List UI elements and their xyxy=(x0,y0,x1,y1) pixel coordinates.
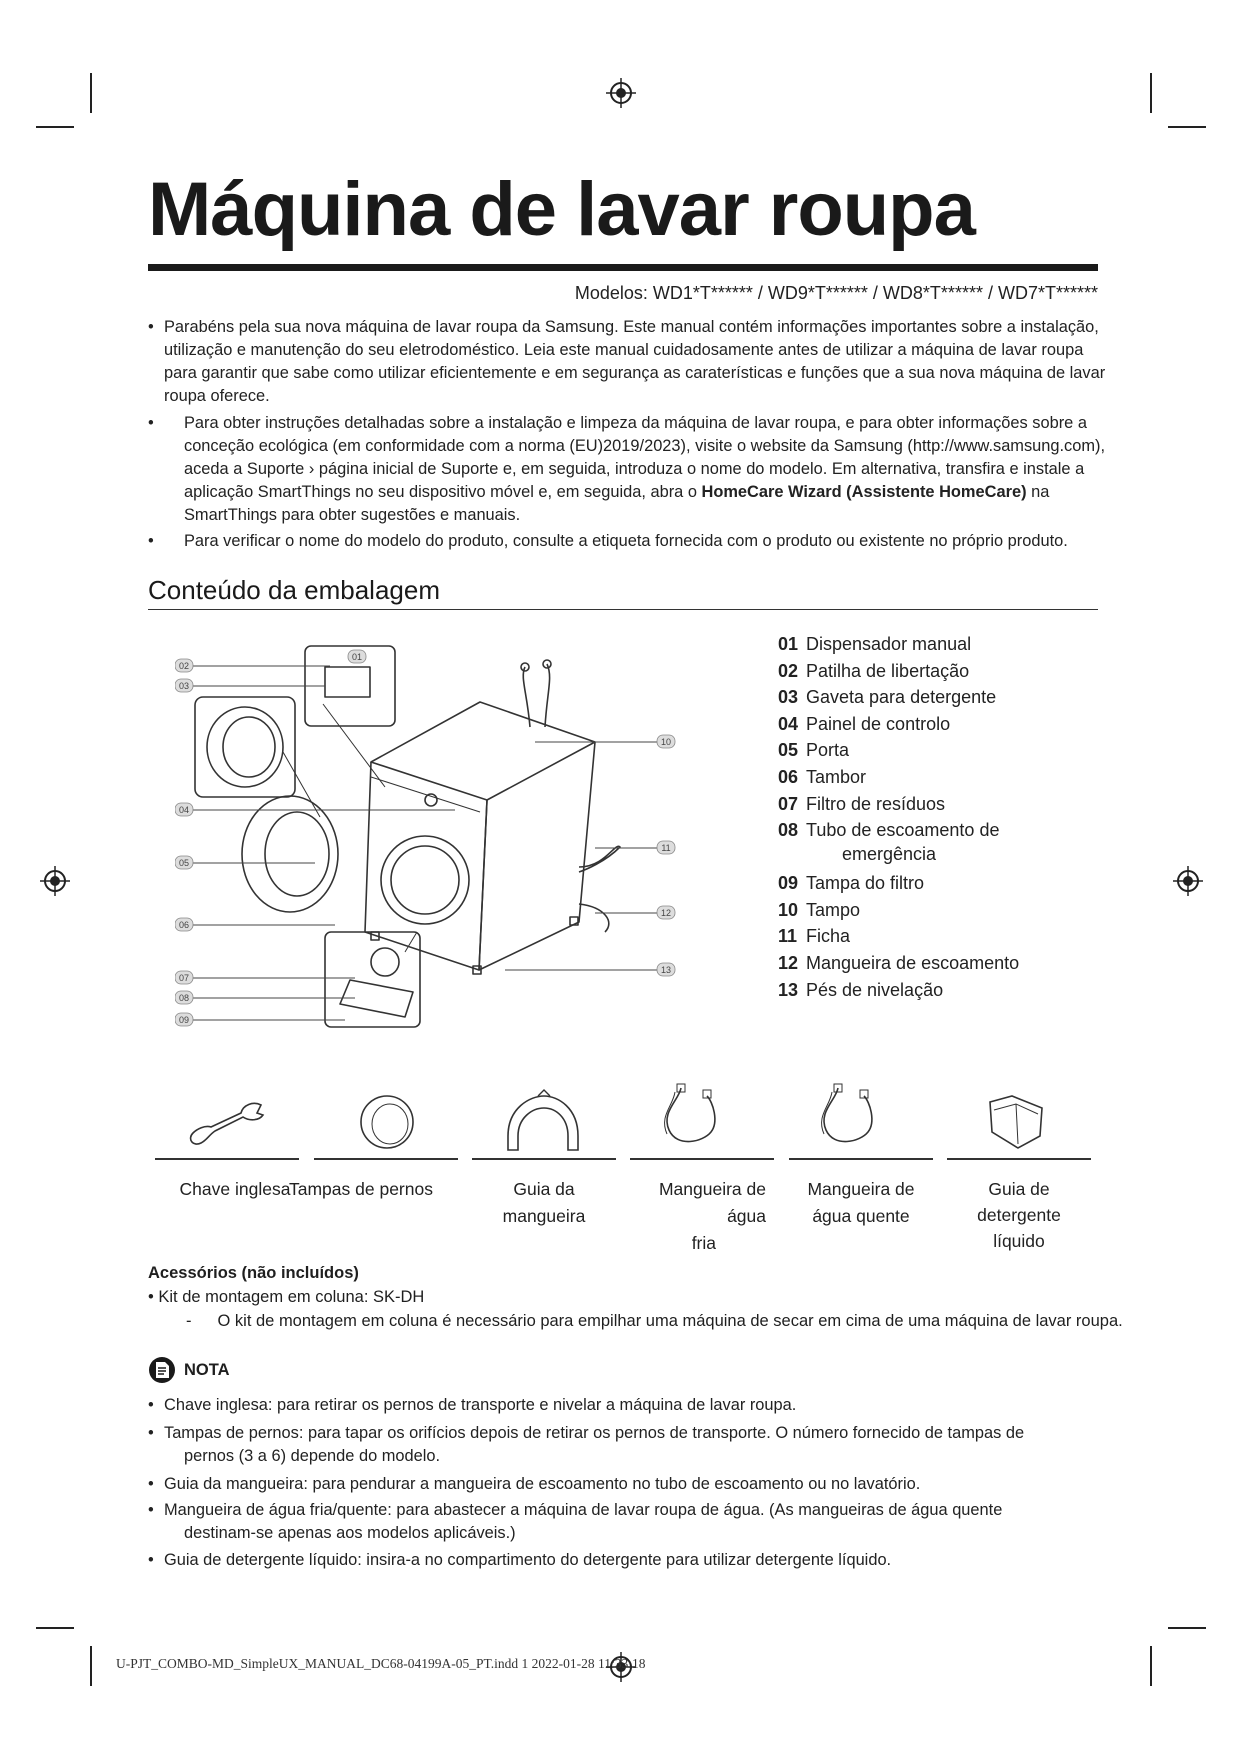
wrench-icon xyxy=(185,1095,275,1150)
hose-guide-icon xyxy=(500,1088,585,1158)
list-item: 06 Tambor xyxy=(778,766,867,787)
list-item: 12 Mangueira de escoamento xyxy=(778,952,1020,973)
list-item: 13 Pés de nivelação xyxy=(778,979,944,1000)
accessory-label: Tampas de pernos xyxy=(289,1179,433,1199)
intro-text: Para obter instruções detalhadas sobre a instalação e limpeza da máquina de lavar roupa, e para obter informações sobre a conceção ecológica (em conformidade com a norma (EU)2019/2023), visite o website da Samsung (http://www.samsung.com), aceda a Suporte › página inicial de Suporte e, em seguida, introduza o nome do modelo. Em alternativa, transfira e instale a aplicação SmartThings no seu dispositivo móvel e, em seguida, abra o HomeCare Wizard (Assistente HomeCare) na SmartThings para obter sugestões e manuais. xyxy=(184,414,1106,524)
intro-bullet: • Para obter instruções detalhadas sobre a instalação e limpeza da máquina de lavar roupa, e para obter informações sobre a conceção ecológica (em conformidade com a norma (EU)2019/2023), visite o website da Samsung (http://www.samsung.com), aceda a Suporte › página inicial de Suporte e, em seguida, introduza o nome do modelo. Em alternativa, transfira e instale a aplicação SmartThings no seu dispositivo móvel e, em seguida, abra o HomeCare Wizard (Assistente HomeCare) na SmartThings para obter sugestões e manuais. xyxy=(148,412,1106,527)
list-item: 01 Dispensador manual xyxy=(778,634,972,654)
list-item: 04 Painel de controlo xyxy=(778,713,951,734)
crop-mark xyxy=(1168,126,1206,128)
intro-bullet: • Para verificar o nome do modelo do produto, consulte a etiqueta fornecida com o produto ou existente no próprio produto. xyxy=(148,530,1106,553)
callout-08: 08 xyxy=(178,993,190,1003)
accessory-label: Mangueira de água quente xyxy=(807,1179,915,1226)
models-line: Modelos: WD1*T****** / WD9*T****** / WD8*T****** / WD7*T****** xyxy=(574,283,1098,303)
accessory-rule xyxy=(314,1158,458,1160)
note-item: • Chave inglesa: para retirar os pernos de transporte e nivelar a máquina de lavar roupa. xyxy=(148,1396,797,1414)
cold-hose-icon xyxy=(655,1082,735,1157)
callout-10: 10 xyxy=(660,737,672,747)
callout-13: 13 xyxy=(660,965,672,975)
print-slug: U-PJT_COMBO-MD_SimpleUX_MANUAL_DC68-04199A-05_PT.indd 1 2022-01-28 11:33:18 xyxy=(116,1656,646,1671)
hot-hose-icon xyxy=(812,1082,892,1157)
crop-mark xyxy=(1150,1646,1152,1686)
list-item: 11 Ficha xyxy=(778,926,851,947)
intro-bullet: • Parabéns pela sua nova máquina de lavar roupa da Samsung. Este manual contém informações importantes sobre a instalação, utilização e manutenção do seu eletrodoméstico. Leia este manual cuidadosamente antes de utilizar a máquina de lavar roupa para garantir que sabe como utilizar eficientemente e em segurança as caraterísticas e funções que a sua nova máquina de lavar roupa oferece. xyxy=(148,316,1106,408)
accessory-label: Guia de detergente líquido xyxy=(977,1179,1061,1251)
crop-mark xyxy=(36,1627,74,1629)
callout-07: 07 xyxy=(178,973,190,983)
registration-mark-icon xyxy=(606,78,636,108)
intro-text: Parabéns pela sua nova máquina de lavar roupa da Samsung. Este manual contém informações importantes sobre a instalação, utilização e manutenção do seu eletrodoméstico. Leia este manual cuidadosamente antes de utilizar a máquina de lavar roupa para garantir que sabe como utilizar eficientemente e em segurança as caraterísticas e funções que a sua nova máquina de lavar roupa oferece. xyxy=(164,318,1106,405)
note-item: • Guia de detergente líquido: insira-a no compartimento do detergente para utilizar detergente líquido. xyxy=(148,1551,892,1569)
list-item: 08 Tubo de escoamento de emergência xyxy=(778,820,1000,865)
accessory-rule xyxy=(789,1158,933,1160)
diagram-callouts xyxy=(175,640,695,1040)
accessory-kit-item: • Kit de montagem em coluna: SK-DH xyxy=(148,1288,425,1306)
note-icon xyxy=(148,1356,176,1384)
callout-05: 05 xyxy=(178,858,190,868)
callout-09: 09 xyxy=(178,1015,190,1025)
callout-03: 03 xyxy=(178,681,190,691)
crop-mark xyxy=(1150,73,1152,113)
callout-06: 06 xyxy=(178,920,190,930)
liquid-detergent-guide-icon xyxy=(982,1092,1052,1152)
note-item: • Guia da mangueira: para pendurar a mangueira de escoamento no tubo de escoamento ou no lavatório. xyxy=(148,1475,921,1493)
page-title: Máquina de lavar roupa xyxy=(148,167,975,252)
accessory-rule xyxy=(947,1158,1091,1160)
registration-mark-icon xyxy=(40,866,70,896)
callout-12: 12 xyxy=(660,908,672,918)
callout-02: 02 xyxy=(178,661,190,671)
crop-mark xyxy=(36,126,74,128)
callout-01: 01 xyxy=(351,652,363,662)
note-heading: NOTA xyxy=(184,1361,230,1379)
callout-11: 11 xyxy=(661,843,671,853)
list-item: 03 Gaveta para detergente xyxy=(778,687,997,708)
crop-mark xyxy=(90,73,92,113)
intro-text: Para verificar o nome do modelo do produto, consulte a etiqueta fornecida com o produto ou existente no próprio produto. xyxy=(184,532,1068,550)
title-rule xyxy=(148,264,1098,271)
accessories-not-included-heading: Acessórios (não incluídos) xyxy=(148,1264,359,1282)
list-item: 05 Porta xyxy=(778,740,850,761)
section-title: Conteúdo da embalagem xyxy=(148,575,440,605)
accessory-label: Chave inglesa xyxy=(179,1179,291,1199)
accessory-kit-description: - O kit de montagem em coluna é necessário para empilhar uma máquina de secar em cima de uma máquina de lavar roupa. xyxy=(186,1312,1123,1330)
list-item: 09 Tampa do filtro xyxy=(778,873,925,894)
accessory-label: Mangueira de água fria xyxy=(658,1179,766,1253)
accessory-rule xyxy=(630,1158,774,1160)
registration-mark-icon xyxy=(1173,866,1203,896)
crop-mark xyxy=(90,1646,92,1686)
bolt-cap-icon xyxy=(352,1090,422,1155)
section-rule xyxy=(148,609,1098,610)
callout-04: 04 xyxy=(178,805,190,815)
list-item: 07 Filtro de resíduos xyxy=(778,793,946,814)
accessory-rule xyxy=(155,1158,299,1160)
parts-list xyxy=(778,632,1118,1004)
accessory-rule xyxy=(472,1158,616,1160)
list-item: 10 Tampo xyxy=(778,899,861,920)
accessory-label: Guia da mangueira xyxy=(502,1179,586,1226)
list-item: 02 Patilha de libertação xyxy=(778,660,970,681)
note-item: • Tampas de pernos: para tapar os orifícios depois de retirar os pernos de transporte. O número fornecido de tampas de pernos (3 a 6) depende do modelo. xyxy=(148,1424,1025,1465)
crop-mark xyxy=(1168,1627,1206,1629)
note-item: • Mangueira de água fria/quente: para abastecer a máquina de lavar roupa de água. (As mangueiras de água quente destinam-se apenas aos modelos aplicáveis.) xyxy=(148,1501,1003,1542)
